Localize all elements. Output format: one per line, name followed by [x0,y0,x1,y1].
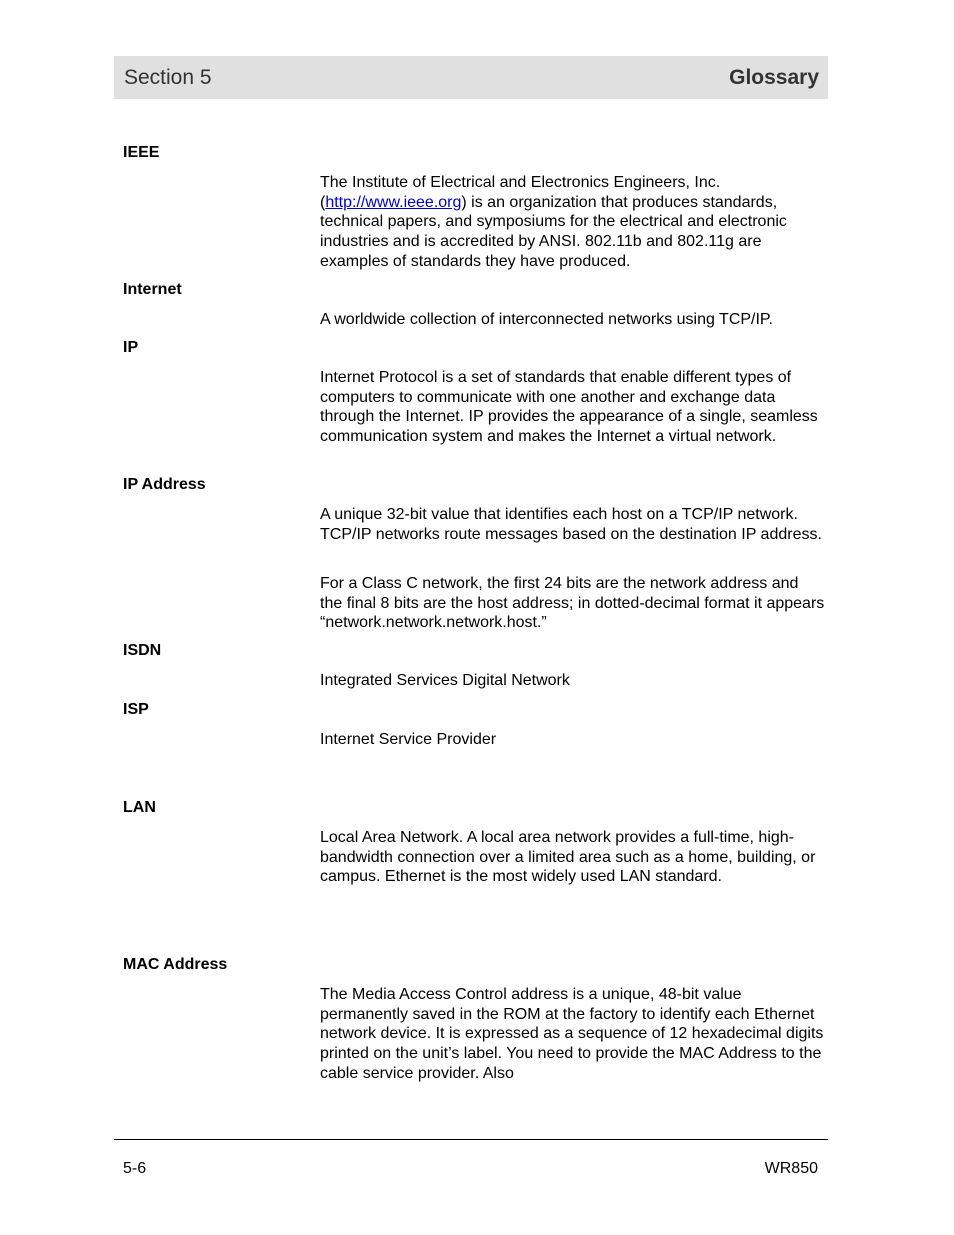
term-isp: ISP [123,701,149,718]
term-mac-address: MAC Address [123,956,228,973]
definition-ip-address: A unique 32-bit value that identifies each host on a TCP/IP network. TCP/IP networks route messages based on the destination IP address. [320,506,822,543]
term-lan: LAN [123,799,156,816]
definition-text: ) is an organization that produces standards, technical papers, and symposiums for the electrical and electronic industries and is accredited by ANSI. 802.11b and 802.11g are examples of standards they have produced. [320,193,787,270]
model-name: WR850 [764,1160,818,1177]
term-ip-address: IP Address [123,476,206,493]
definition-isp: Internet Service Provider [320,731,497,748]
term-internet: Internet [123,281,182,298]
page-header [114,56,828,99]
definition-ieee [320,173,825,272]
footer-divider [114,1139,828,1140]
section-label: Section 5 [124,66,212,89]
definition-ip-address-class-c: For a Class C network, the first 24 bits are the network address and the final 8 bits are the host address; in dotted-decimal format it appears “network.network.network.host.” [320,575,825,632]
page-title: Glossary [729,66,819,89]
definition-isdn: Integrated Services Digital Network [320,672,570,689]
definition-internet: A worldwide collection of interconnected networks using TCP/IP. [320,311,773,328]
term-ieee: IEEE [123,144,160,161]
definition-lan: Local Area Network. A local area network provides a full-time, high-bandwidth connection over a limited area such as a home, building, or campus. Ethernet is the most widely used LAN standard. [320,829,816,886]
term-ip: IP [123,339,139,356]
definition-text: The Institute of Electrical and Electronics Engineers, Inc. ( [320,174,721,211]
definition-mac-address: The Media Access Control address is a unique, 48-bit value permanently saved in the ROM at the factory to identify each Ethernet network device. It is expressed as a sequence of 12 hexadecimal digits printed on the unit’s label. You need to provide the MAC Address to the cable service provider. Also [320,986,824,1082]
definition-ip: Internet Protocol is a set of standards that enable different types of computers to communicate with one another and exchange data through the Internet. IP provides the appearance of a single, seamless communication system and makes the Internet a virtual network. [320,369,818,446]
page-number: 5-6 [123,1160,147,1177]
term-isdn: ISDN [123,642,162,659]
ieee-link[interactable]: http://www.ieee.org [325,193,462,211]
